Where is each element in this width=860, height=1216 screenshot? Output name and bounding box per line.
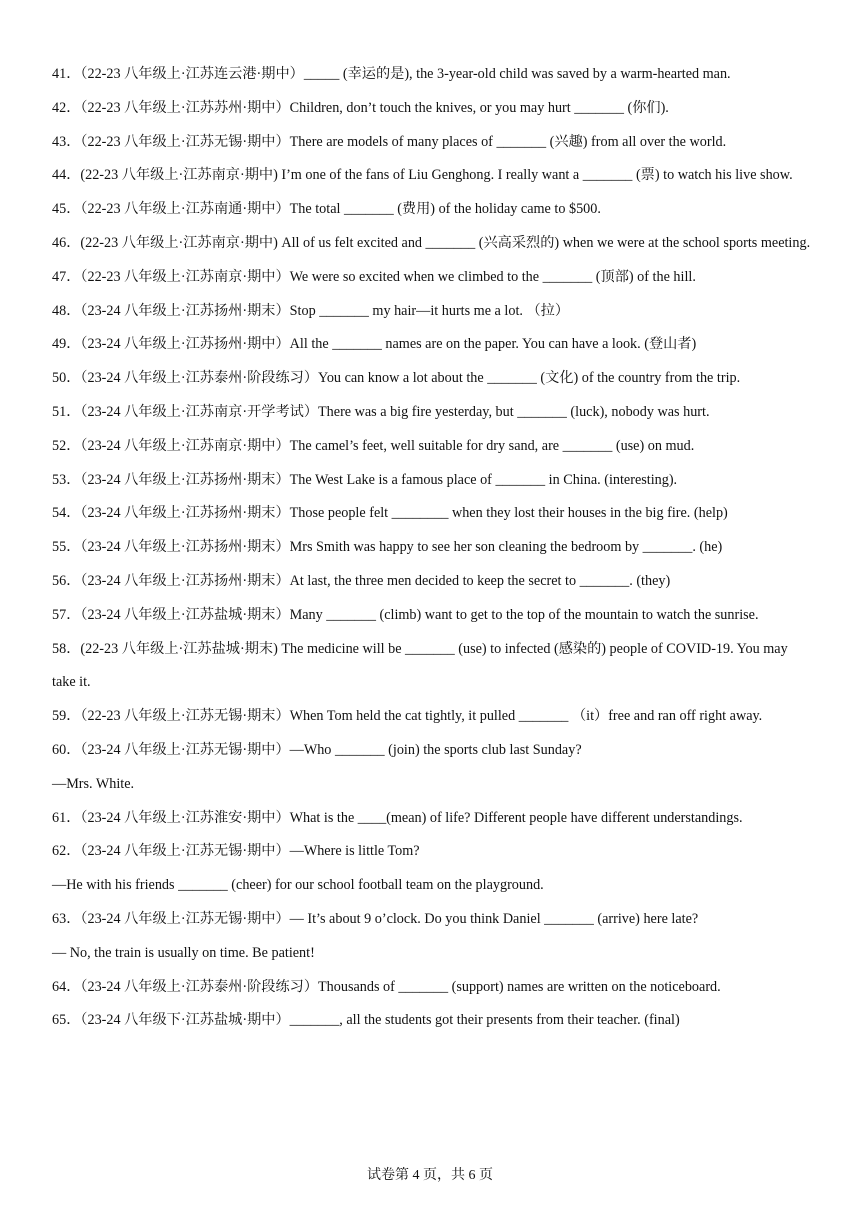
question-number: 50．: [52, 370, 81, 387]
question-number: 53．: [52, 471, 81, 488]
question-number: 49．: [52, 336, 81, 353]
question-62: [52, 835, 812, 869]
question-number: 43．: [52, 133, 81, 150]
question-text: （22-23 八年级上·江苏无锡·期中）There are models of many places of _______ (兴趣) from all over the world.: [80, 133, 727, 150]
question-48: [52, 295, 812, 329]
question-text: (22-23 八年级上·江苏南京·期中) All of us felt excited and _______ (兴高采烈的) when we were at the school sports meeting.: [80, 234, 811, 251]
answer-line: [52, 768, 812, 802]
question-list: [52, 58, 812, 1038]
question-text: （23-24 八年级上·江苏扬州·期中）All the _______ names are on the paper. You can have a look. (登山者): [80, 336, 697, 353]
answer-line: [52, 869, 812, 903]
question-number: 45．: [52, 201, 81, 218]
question-number: 54．: [52, 505, 81, 522]
question-49: [52, 328, 812, 362]
question-text: （23-24 八年级上·江苏泰州·阶段练习）You can know a lot about the _______ (文化) of the country from the trip.: [80, 370, 741, 387]
question-number: 65．: [52, 1012, 81, 1029]
question-number: 41．: [52, 66, 81, 82]
question-number: 63．: [52, 910, 81, 927]
question-text: （23-24 八年级上·江苏无锡·期中）—Who _______ (join) the sports club last Sunday?: [80, 741, 582, 758]
question-41: [52, 58, 812, 92]
question-60: [52, 734, 812, 768]
question-47: [52, 261, 812, 295]
question-number: 61．: [52, 809, 81, 826]
question-number: 60．: [52, 741, 81, 758]
question-text: （23-24 八年级下·江苏盐城·期中）_______, all the students got their presents from their teacher. (final): [80, 1012, 680, 1029]
question-53: [52, 464, 812, 498]
question-text: （23-24 八年级上·江苏扬州·期末）The West Lake is a famous place of _______ in China. (interesting).: [80, 471, 678, 488]
question-text: （23-24 八年级上·江苏无锡·期中）—Where is little Tom?: [80, 843, 420, 860]
question-51: [52, 396, 812, 430]
question-number: 64．: [52, 978, 81, 995]
question-text: （23-24 八年级上·江苏扬州·期末）At last, the three men decided to keep the secret to _______. (they): [80, 572, 671, 589]
question-number: 57．: [52, 606, 81, 623]
question-44: [52, 159, 812, 193]
question-text: (22-23 八年级上·江苏盐城·期末) The medicine will be _______ (use) to infected (感染的) people of COVID-19. You may take it.: [52, 640, 788, 691]
question-text: （23-24 八年级上·江苏南京·期中）The camel’s feet, well suitable for dry sand, are _______ (use) on mud.: [80, 437, 695, 454]
question-text: （23-24 八年级上·江苏盐城·期末）Many _______ (climb) want to get to the top of the mountain to watch the sunrise.: [80, 606, 759, 623]
question-text: （22-23 八年级上·江苏连云港·期中）_____ (幸运的是), the 3-year-old child was saved by a warm-hearted man.: [80, 66, 731, 82]
question-65: [52, 1004, 812, 1038]
question-54: [52, 497, 812, 531]
question-text: —He with his friends _______ (cheer) for our school football team on the playground.: [52, 877, 544, 894]
question-text: （23-24 八年级上·江苏扬州·期末）Those people felt ________ when they lost their houses in the big fire. (help): [80, 505, 728, 522]
question-number: 55．: [52, 539, 81, 556]
question-number: 46．: [52, 234, 81, 251]
question-45: [52, 193, 812, 227]
answer-line: [52, 937, 812, 971]
question-43: [52, 126, 812, 160]
question-text: （23-24 八年级上·江苏南京·开学考试）There was a big fire yesterday, but _______ (luck), nobody was hurt.: [80, 403, 710, 420]
page-footer: 试卷第 4 页，共 6 页: [367, 1168, 493, 1183]
question-text: （23-24 八年级上·江苏无锡·期中）— It’s about 9 o’clock. Do you think Daniel _______ (arrive) here late?: [80, 910, 699, 927]
question-number: 59．: [52, 708, 81, 725]
question-text: （22-23 八年级上·江苏南京·期中）We were so excited when we climbed to the _______ (顶部) of the hill.: [80, 268, 696, 285]
question-number: 62．: [52, 843, 81, 860]
question-42: [52, 92, 812, 126]
question-59: [52, 700, 812, 734]
question-number: 47．: [52, 268, 81, 285]
question-61: [52, 802, 812, 836]
question-text: （22-23 八年级上·江苏无锡·期末）When Tom held the cat tightly, it pulled _______ （it）free and ran off right away.: [80, 708, 763, 725]
question-64: [52, 971, 812, 1005]
question-text: —Mrs. White.: [52, 775, 135, 792]
question-46: [52, 227, 812, 261]
question-number: 52．: [52, 437, 81, 454]
question-55: [52, 531, 812, 565]
question-52: [52, 430, 812, 464]
question-63: [52, 903, 812, 937]
question-50: [52, 362, 812, 396]
question-text: （23-24 八年级上·江苏淮安·期中）What is the ____(mean) of life? Different people have different understandings.: [80, 809, 743, 826]
question-text: （23-24 八年级上·江苏扬州·期末）Mrs Smith was happy to see her son cleaning the bedroom by _______. (he): [80, 539, 723, 556]
question-text: （22-23 八年级上·江苏苏州·期中）Children, don’t touch the knives, or you may hurt _______ (你们).: [80, 99, 669, 116]
question-text: — No, the train is usually on time. Be patient!: [52, 944, 315, 961]
question-58: [52, 633, 812, 701]
question-number: 56．: [52, 572, 81, 589]
question-text: (22-23 八年级上·江苏南京·期中) I’m one of the fans of Liu Genghong. I really want a _______ (票) to watch his live show.: [80, 167, 793, 184]
question-number: 44．: [52, 167, 81, 184]
question-57: [52, 599, 812, 633]
question-text: （23-24 八年级上·江苏泰州·阶段练习）Thousands of _______ (support) names are written on the noticeboard.: [80, 978, 721, 995]
question-number: 58．: [52, 640, 81, 657]
question-text: （23-24 八年级上·江苏扬州·期末）Stop _______ my hair—it hurts me a lot. （拉）: [80, 302, 570, 319]
question-number: 51．: [52, 403, 81, 420]
question-number: 48．: [52, 302, 81, 319]
question-text: （22-23 八年级上·江苏南通·期中）The total _______ (费用) of the holiday came to $500.: [80, 201, 601, 218]
question-56: [52, 565, 812, 599]
question-number: 42．: [52, 99, 81, 116]
